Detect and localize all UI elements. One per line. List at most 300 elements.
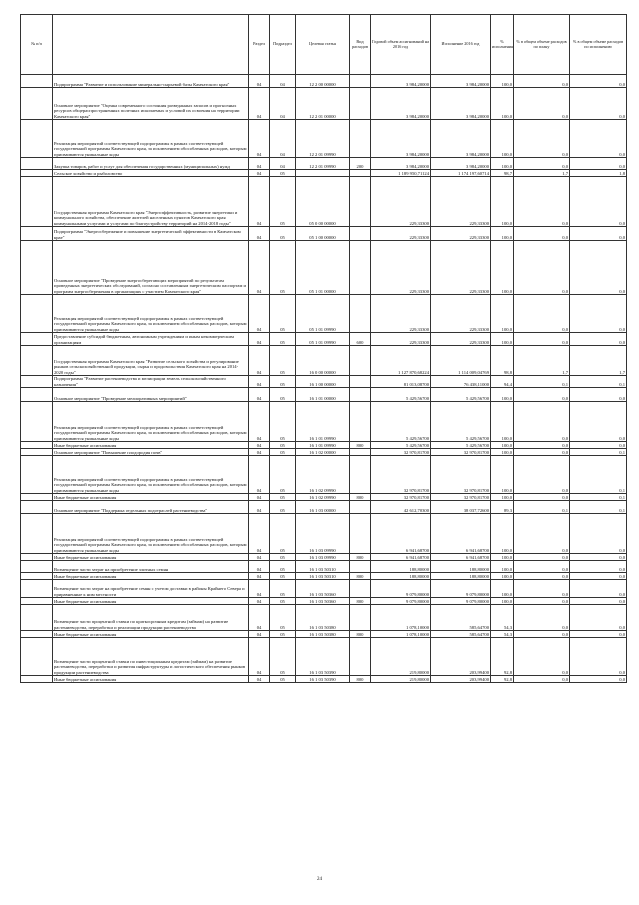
- cell-exec: 9 079,80000: [431, 580, 491, 598]
- cell-p: 05: [270, 561, 296, 573]
- table-row: [21, 580, 627, 598]
- cell-v: [350, 605, 371, 631]
- cell-num: [21, 158, 53, 170]
- cell-v: 200: [350, 158, 371, 170]
- cell-name: Подпрограмма "Развитие растениеводства и мелиорации земель сельскохозяйственного назначения": [53, 376, 249, 388]
- cell-t: 16 1 03 09990: [296, 554, 350, 561]
- cell-sp: 0,0: [514, 120, 570, 158]
- cell-exec: 229,33300: [431, 177, 491, 227]
- cell-se: 0,0: [570, 580, 627, 598]
- cell-exec: 9 079,80000: [431, 598, 491, 605]
- cell-name: Закупка товаров, работ и услуг для обеспечения государственных (муниципальных) нужд: [53, 158, 249, 170]
- cell-se: 0,0: [570, 442, 627, 449]
- header-vid: Вид расходов: [350, 15, 371, 75]
- cell-sp: 0,0: [514, 177, 570, 227]
- cell-plan: 219,80000: [371, 676, 431, 683]
- cell-se: 0,1: [570, 449, 627, 456]
- table-row: [21, 605, 627, 631]
- cell-sp: 0,0: [514, 598, 570, 605]
- header-name: [53, 15, 249, 75]
- cell-pct: 100,0: [491, 241, 514, 295]
- cell-se: 0,0: [570, 158, 627, 170]
- cell-sp: 0,0: [514, 580, 570, 598]
- cell-se: 0,0: [570, 227, 627, 241]
- cell-se: 1,8: [570, 170, 627, 177]
- cell-se: 0,0: [570, 88, 627, 120]
- cell-t: 16 1 03 50360: [296, 598, 350, 605]
- cell-r: 04: [249, 501, 270, 514]
- cell-p: 05: [270, 676, 296, 683]
- cell-pct: 100,0: [491, 333, 514, 346]
- table-row: [21, 170, 627, 177]
- cell-num: [21, 598, 53, 605]
- cell-exec: 3 984,20000: [431, 158, 491, 170]
- cell-r: 04: [249, 676, 270, 683]
- cell-v: 800: [350, 598, 371, 605]
- cell-pct: 100,0: [491, 456, 514, 494]
- table-row: [21, 638, 627, 676]
- cell-pct: 100,0: [491, 120, 514, 158]
- header-pct: % исполнения: [491, 15, 514, 75]
- cell-r: 04: [249, 494, 270, 501]
- cell-p: 05: [270, 494, 296, 501]
- cell-plan: 229,33300: [371, 227, 431, 241]
- cell-exec: 3 984,20000: [431, 75, 491, 88]
- cell-exec: 32 970,81700: [431, 449, 491, 456]
- cell-num: [21, 402, 53, 442]
- cell-plan: 9 079,80000: [371, 598, 431, 605]
- cell-name: Возмещение части процентной ставки по инвестиционным кредитам (займам) на развитие растениеводства, переработки и развития инфраструктуры и логистического обеспечения рынков продукции растениеводства: [53, 638, 249, 676]
- cell-sp: 0,0: [514, 75, 570, 88]
- table-row: [21, 227, 627, 241]
- cell-plan: 188,80000: [371, 561, 431, 573]
- cell-plan: 3 984,20000: [371, 75, 431, 88]
- table-row: [21, 333, 627, 346]
- cell-plan: 5 429,56700: [371, 388, 431, 402]
- header-razdel: Раздел: [249, 15, 270, 75]
- cell-name: Государственная программа Камчатского края "Энергоэффективность, развитие энергетики и коммунального хозяйства, обеспечение жителей населенных пунктов Камчатского края коммунальными услугами и услугами по благоустройству территорий на 2014-2018 годы": [53, 177, 249, 227]
- cell-r: 04: [249, 158, 270, 170]
- cell-exec: 3 984,20000: [431, 88, 491, 120]
- cell-exec: 1 114 009,04769: [431, 346, 491, 376]
- cell-num: [21, 333, 53, 346]
- table-row: [21, 514, 627, 554]
- cell-t: 16 1 02 09990: [296, 456, 350, 494]
- cell-num: [21, 75, 53, 88]
- header-num: № п/п: [21, 15, 53, 75]
- cell-se: 0,0: [570, 514, 627, 554]
- cell-num: [21, 494, 53, 501]
- cell-plan: 229,33300: [371, 177, 431, 227]
- table-row: [21, 295, 627, 333]
- cell-name: Реализация мероприятий соответствующей подпрограммы в рамках соответствующей государственной программы Камчатского края, за исключением обособленных расходов, которым присваиваются уникальные коды: [53, 456, 249, 494]
- cell-pct: 89,3: [491, 501, 514, 514]
- cell-r: 04: [249, 227, 270, 241]
- cell-p: 05: [270, 449, 296, 456]
- cell-p: 05: [270, 227, 296, 241]
- cell-p: 05: [270, 177, 296, 227]
- cell-plan: 3 984,20000: [371, 158, 431, 170]
- cell-se: 0,0: [570, 241, 627, 295]
- cell-v: [350, 376, 371, 388]
- cell-p: 05: [270, 573, 296, 580]
- cell-sp: 0,0: [514, 333, 570, 346]
- cell-p: 05: [270, 501, 296, 514]
- cell-sp: 0,0: [514, 88, 570, 120]
- cell-plan: 1 127 870,68224: [371, 346, 431, 376]
- cell-r: 04: [249, 241, 270, 295]
- cell-p: 05: [270, 456, 296, 494]
- cell-p: 05: [270, 554, 296, 561]
- cell-pct: 92,8: [491, 638, 514, 676]
- cell-v: [350, 388, 371, 402]
- cell-t: 12 2 01 09990: [296, 120, 350, 158]
- cell-exec: 585,64700: [431, 605, 491, 631]
- cell-pct: 100,0: [491, 158, 514, 170]
- cell-name: Иные бюджетные ассигнования: [53, 554, 249, 561]
- cell-plan: 3 984,20000: [371, 88, 431, 120]
- cell-t: 16 1 01 09990: [296, 402, 350, 442]
- cell-num: [21, 514, 53, 554]
- cell-se: 1,7: [570, 346, 627, 376]
- cell-plan: 6 941,68700: [371, 514, 431, 554]
- cell-pct: 100,0: [491, 227, 514, 241]
- table-row: [21, 573, 627, 580]
- table-row: [21, 676, 627, 683]
- cell-num: [21, 605, 53, 631]
- cell-name: Государственная программа Камчатского края "Развитие сельского хозяйства и регулирование рынков сельскохозяйственной продукции, сырья и продовольствия Камчатского края на 2014-2020 годы": [53, 346, 249, 376]
- cell-t: 16 1 02 09990: [296, 494, 350, 501]
- cell-v: [350, 88, 371, 120]
- cell-num: [21, 561, 53, 573]
- cell-plan: 81 013,08700: [371, 376, 431, 388]
- cell-num: [21, 449, 53, 456]
- table-row: [21, 631, 627, 638]
- cell-num: [21, 501, 53, 514]
- cell-r: 04: [249, 88, 270, 120]
- cell-se: 0,0: [570, 388, 627, 402]
- cell-se: 0,0: [570, 333, 627, 346]
- cell-exec: 32 970,81700: [431, 456, 491, 494]
- cell-v: [350, 456, 371, 494]
- cell-num: [21, 295, 53, 333]
- cell-exec: 5 429,56700: [431, 388, 491, 402]
- cell-name: Подпрограмма "Развитие и использование минерально-сырьевой базы Камчатского края": [53, 75, 249, 88]
- cell-name: Предоставление субсидий бюджетным, автономным учреждениям и иным некоммерческим организациям: [53, 333, 249, 346]
- cell-p: 04: [270, 75, 296, 88]
- cell-exec: 229,33300: [431, 295, 491, 333]
- cell-se: 0,1: [570, 376, 627, 388]
- cell-t: 05 1 00 00000: [296, 227, 350, 241]
- cell-t: 05 1 01 09990: [296, 333, 350, 346]
- cell-sp: 0,0: [514, 638, 570, 676]
- cell-v: [350, 402, 371, 442]
- cell-plan: 229,33300: [371, 295, 431, 333]
- header-share-plan: % в общем объеме расходов по плану: [514, 15, 570, 75]
- table-row: [21, 598, 627, 605]
- cell-sp: 0,1: [514, 501, 570, 514]
- cell-se: 0,1: [570, 494, 627, 501]
- header-target: Целевая статья: [296, 15, 350, 75]
- table-row: [21, 388, 627, 402]
- cell-sp: 0,0: [514, 514, 570, 554]
- cell-p: 04: [270, 88, 296, 120]
- cell-sp: 0,0: [514, 241, 570, 295]
- cell-sp: 0,0: [514, 456, 570, 494]
- cell-sp: 0,0: [514, 676, 570, 683]
- cell-exec: 203,99400: [431, 638, 491, 676]
- cell-t: 16 1 03 50310: [296, 561, 350, 573]
- cell-sp: 0,0: [514, 402, 570, 442]
- cell-exec: 203,99400: [431, 676, 491, 683]
- cell-t: 12 2 01 09990: [296, 158, 350, 170]
- cell-exec: 6 941,68700: [431, 514, 491, 554]
- cell-p: 05: [270, 580, 296, 598]
- cell-exec: 585,64700: [431, 631, 491, 638]
- cell-num: [21, 227, 53, 241]
- cell-r: 04: [249, 598, 270, 605]
- cell-exec: 5 429,56700: [431, 442, 491, 449]
- cell-se: 0,0: [570, 598, 627, 605]
- cell-p: 05: [270, 388, 296, 402]
- cell-plan: 1 078,10000: [371, 605, 431, 631]
- cell-num: [21, 573, 53, 580]
- cell-sp: 0,0: [514, 561, 570, 573]
- cell-v: [350, 501, 371, 514]
- cell-v: [350, 580, 371, 598]
- cell-se: 0,0: [570, 402, 627, 442]
- cell-r: 04: [249, 561, 270, 573]
- cell-v: 800: [350, 442, 371, 449]
- cell-num: [21, 177, 53, 227]
- cell-plan: 6 941,68700: [371, 554, 431, 561]
- cell-pct: 54,3: [491, 605, 514, 631]
- cell-r: 04: [249, 514, 270, 554]
- table-row: [21, 376, 627, 388]
- cell-num: [21, 388, 53, 402]
- cell-name: Возмещение части затрат на приобретение элитных семян: [53, 561, 249, 573]
- table-row: [21, 561, 627, 573]
- cell-t: 16 1 03 00000: [296, 501, 350, 514]
- cell-sp: 0,0: [514, 605, 570, 631]
- cell-r: 04: [249, 376, 270, 388]
- header-plan: Годовой объем ассигнований на 2016 год: [371, 15, 431, 75]
- cell-se: 0,0: [570, 631, 627, 638]
- cell-se: 0,0: [570, 120, 627, 158]
- cell-r: 04: [249, 177, 270, 227]
- table-row: [21, 501, 627, 514]
- cell-name: Иные бюджетные ассигнования: [53, 442, 249, 449]
- cell-sp: 0,0: [514, 227, 570, 241]
- table-row: [21, 442, 627, 449]
- cell-pct: 98,7: [491, 170, 514, 177]
- cell-r: 04: [249, 638, 270, 676]
- cell-p: 05: [270, 598, 296, 605]
- cell-plan: 32 970,81700: [371, 494, 431, 501]
- cell-r: 04: [249, 346, 270, 376]
- cell-num: [21, 376, 53, 388]
- cell-pct: 100,0: [491, 402, 514, 442]
- cell-t: 12 2 01 00000: [296, 88, 350, 120]
- cell-v: 800: [350, 676, 371, 683]
- cell-name: Реализация мероприятий соответствующей подпрограммы в рамках соответствующей государственной программы Камчатского края, за исключением обособленных расходов, которым присваиваются уникальные коды: [53, 402, 249, 442]
- cell-plan: 1 078,10000: [371, 631, 431, 638]
- cell-name: Иные бюджетные ассигнования: [53, 631, 249, 638]
- cell-se: 0,0: [570, 554, 627, 561]
- cell-t: 05 1 01 00000: [296, 241, 350, 295]
- cell-pct: 100,0: [491, 573, 514, 580]
- cell-pct: 100,0: [491, 514, 514, 554]
- cell-plan: 5 429,56700: [371, 442, 431, 449]
- cell-v: [350, 177, 371, 227]
- table-row: [21, 449, 627, 456]
- cell-r: 04: [249, 333, 270, 346]
- cell-v: [350, 241, 371, 295]
- cell-p: 05: [270, 241, 296, 295]
- cell-num: [21, 442, 53, 449]
- table-row: [21, 177, 627, 227]
- cell-sp: 0,0: [514, 631, 570, 638]
- cell-se: 0,0: [570, 561, 627, 573]
- cell-pct: 100,0: [491, 598, 514, 605]
- cell-r: 04: [249, 402, 270, 442]
- cell-name: Реализация мероприятий соответствующей подпрограммы в рамках соответствующей государственной программы Камчатского края, за исключением обособленных расходов, которым присваиваются уникальные коды: [53, 295, 249, 333]
- cell-exec: 229,33300: [431, 227, 491, 241]
- table-row: [21, 241, 627, 295]
- cell-exec: 5 429,56700: [431, 402, 491, 442]
- cell-t: 16 1 03 50390: [296, 638, 350, 676]
- cell-plan: 229,33300: [371, 241, 431, 295]
- table-row: [21, 554, 627, 561]
- cell-sp: 0,1: [514, 376, 570, 388]
- cell-t: 16 1 03 50380: [296, 605, 350, 631]
- cell-se: 0,0: [570, 676, 627, 683]
- cell-r: 04: [249, 605, 270, 631]
- cell-se: 0,0: [570, 177, 627, 227]
- cell-r: 04: [249, 631, 270, 638]
- cell-pct: 100,0: [491, 442, 514, 449]
- cell-pct: 92,8: [491, 676, 514, 683]
- cell-p: 05: [270, 376, 296, 388]
- cell-v: [350, 514, 371, 554]
- cell-pct: 94,4: [491, 376, 514, 388]
- cell-num: [21, 638, 53, 676]
- cell-r: 04: [249, 580, 270, 598]
- cell-pct: 100,0: [491, 388, 514, 402]
- cell-plan: 1 189 950,71124: [371, 170, 431, 177]
- cell-se: 0,1: [570, 501, 627, 514]
- header-podrazdel: Подраздел: [270, 15, 296, 75]
- cell-p: 05: [270, 333, 296, 346]
- cell-t: 16 1 03 50310: [296, 573, 350, 580]
- cell-r: 04: [249, 554, 270, 561]
- cell-pct: 100,0: [491, 88, 514, 120]
- cell-exec: 76 438,11000: [431, 376, 491, 388]
- budget-report-page: [20, 14, 626, 683]
- cell-v: [350, 638, 371, 676]
- cell-sp: 0,0: [514, 442, 570, 449]
- cell-num: [21, 456, 53, 494]
- table-row: [21, 402, 627, 442]
- cell-name: Подпрограмма "Энергосбережение и повышение энергетической эффективности в Камчатском крае": [53, 227, 249, 241]
- cell-se: 0,0: [570, 638, 627, 676]
- cell-se: 0,0: [570, 605, 627, 631]
- cell-v: 800: [350, 573, 371, 580]
- cell-v: [350, 170, 371, 177]
- cell-name: Возмещение части затрат на приобретение семян с учетом доставки в районы Крайнего Севера и приравненные к ним местности: [53, 580, 249, 598]
- cell-sp: 0,0: [514, 494, 570, 501]
- cell-v: 800: [350, 631, 371, 638]
- cell-p: 05: [270, 631, 296, 638]
- cell-sp: 0,0: [514, 158, 570, 170]
- cell-exec: 6 941,68700: [431, 554, 491, 561]
- table-header-row: [21, 15, 627, 75]
- cell-num: [21, 631, 53, 638]
- cell-name: Иные бюджетные ассигнования: [53, 676, 249, 683]
- cell-t: 12 2 00 00000: [296, 75, 350, 88]
- cell-num: [21, 120, 53, 158]
- budget-execution-table: [20, 14, 627, 683]
- cell-plan: 229,33300: [371, 333, 431, 346]
- cell-num: [21, 676, 53, 683]
- cell-plan: 3 984,20000: [371, 120, 431, 158]
- cell-p: 05: [270, 514, 296, 554]
- cell-plan: 9 079,80000: [371, 580, 431, 598]
- header-exec: Исполнение 2016 год: [431, 15, 491, 75]
- cell-t: 16 1 03 50380: [296, 631, 350, 638]
- cell-exec: 229,33300: [431, 241, 491, 295]
- cell-sp: 0,0: [514, 388, 570, 402]
- cell-num: [21, 580, 53, 598]
- cell-exec: 188,80000: [431, 561, 491, 573]
- cell-pct: 100,0: [491, 177, 514, 227]
- cell-num: [21, 554, 53, 561]
- cell-sp: 1,7: [514, 170, 570, 177]
- table-row: [21, 88, 627, 120]
- cell-name: Основное мероприятие "Оценка современного состояния разведанных запасов и прогнозных ресурсов общераспространенных полезных ископаемых и условий их освоения на территории Камчатского края": [53, 88, 249, 120]
- cell-v: [350, 75, 371, 88]
- cell-sp: 0,0: [514, 554, 570, 561]
- cell-p: 04: [270, 158, 296, 170]
- cell-r: 04: [249, 456, 270, 494]
- cell-name: Сельское хозяйство и рыболовство: [53, 170, 249, 177]
- cell-p: 05: [270, 442, 296, 449]
- table-row: [21, 120, 627, 158]
- cell-v: [350, 295, 371, 333]
- cell-pct: 100,0: [491, 554, 514, 561]
- cell-r: 04: [249, 170, 270, 177]
- cell-name: Реализация мероприятий соответствующей подпрограммы в рамках соответствующей государственной программы Камчатского края, за исключением обособленных расходов, которым присваиваются уникальные коды: [53, 120, 249, 158]
- cell-v: [350, 561, 371, 573]
- cell-t: 16 1 01 09990: [296, 442, 350, 449]
- cell-plan: 32 970,81700: [371, 456, 431, 494]
- cell-t: 16 1 03 09990: [296, 514, 350, 554]
- cell-exec: 188,80000: [431, 573, 491, 580]
- cell-name: Основное мероприятие "Поддержка отдельных подотраслей растениеводства": [53, 501, 249, 514]
- table-row: [21, 494, 627, 501]
- cell-plan: 188,80000: [371, 573, 431, 580]
- header-share-exec: % в общем объеме расходов по исполнению: [570, 15, 627, 75]
- cell-name: Возмещение части процентной ставки по краткосрочным кредитам (займам) на развитие растениеводства, переработки и реализации продукции растениеводства: [53, 605, 249, 631]
- cell-num: [21, 88, 53, 120]
- cell-v: [350, 120, 371, 158]
- table-row: [21, 346, 627, 376]
- cell-se: 0,1: [570, 456, 627, 494]
- cell-plan: 5 429,56700: [371, 402, 431, 442]
- cell-p: 05: [270, 605, 296, 631]
- cell-sp: 1,7: [514, 346, 570, 376]
- cell-v: [350, 346, 371, 376]
